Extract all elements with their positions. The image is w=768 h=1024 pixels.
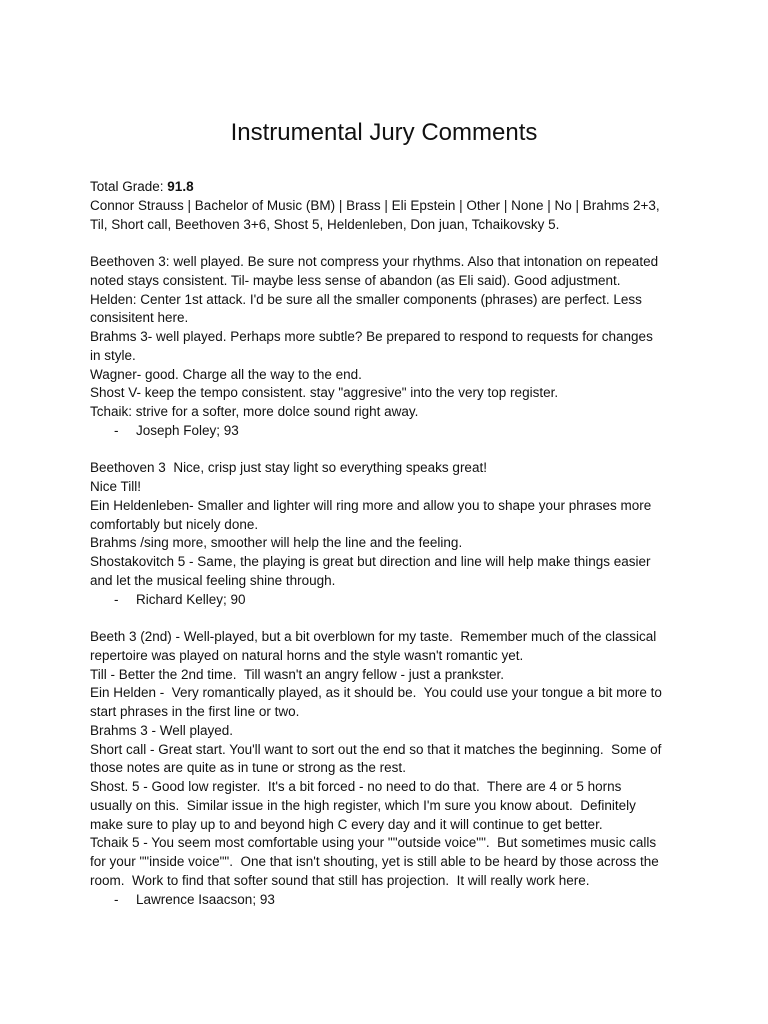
document-body xyxy=(90,178,684,909)
juror-signature xyxy=(90,422,684,441)
comment-line: room. Work to find that softer sound that still has projection. It will really work here. xyxy=(90,872,590,888)
comment-line: comfortably but nicely done. xyxy=(90,516,259,532)
comment-line: Ein Helden - Very romantically played, as it should be. You could use your tongue a bit more to xyxy=(90,685,662,701)
comment-line: consisitent here. xyxy=(90,310,189,326)
comment-line: for your ""inside voice"". One that isn't shouting, yet is still able to be heard by those across the xyxy=(90,854,659,869)
paragraph-gap xyxy=(90,234,684,253)
comment-line: Till - Better the 2nd time. Till wasn't an angry fellow - just a prankster. xyxy=(90,666,504,682)
comment-line: and let the musical feeling shine through. xyxy=(90,572,336,588)
comment-line: in style. xyxy=(90,347,136,363)
comment-line: Shost. 5 - Good low register. It's a bit forced - no need to do that. There are 4 or 5 horns xyxy=(90,779,622,794)
comment-block xyxy=(90,253,684,441)
juror-name-score: Joseph Foley; 93 xyxy=(136,422,239,438)
comment-line: Brahms 3 - Well played. xyxy=(90,722,234,738)
comment-line: Tchaik: strive for a softer, more dolce sound right away. xyxy=(90,404,419,419)
juror-signature xyxy=(90,591,684,610)
comment-line: Tchaik 5 - You seem most comfortable using your ""outside voice"". But sometimes music calls xyxy=(90,835,657,851)
comment-line: Brahms /sing more, smoother will help the line and the feeling. xyxy=(90,535,463,551)
comment-block xyxy=(90,459,684,609)
comment-line: those notes are quite as in tune or strong as the rest. xyxy=(90,760,406,776)
juror-name-score: Richard Kelley; 90 xyxy=(136,591,246,607)
comment-line: noted stays consistent. Til- maybe less sense of abandon (as Eli said). Good adjustment. xyxy=(90,272,621,288)
comment-line: Brahms 3- well played. Perhaps more subtle? Be prepared to respond to requests for changes xyxy=(90,329,653,344)
paragraph-gap xyxy=(90,441,684,460)
comment-line: Wagner- good. Charge all the way to the end. xyxy=(90,366,362,382)
comment-line: Beethoven 3: well played. Be sure not compress your rhythms. Also that intonation on repeated xyxy=(90,254,659,269)
list-dash: - xyxy=(114,891,119,907)
total-grade-label: Total Grade: xyxy=(90,179,168,194)
total-grade-line xyxy=(90,178,684,197)
comment-line: Short call - Great start. You'll want to sort out the end so that it matches the beginning. Some of xyxy=(90,741,662,757)
comment-line: start phrases in the first line or two. xyxy=(90,704,300,719)
comment-line: Shost V- keep the tempo consistent. stay "aggresive" into the very top register. xyxy=(90,385,559,401)
comment-line: Ein Heldenleben- Smaller and lighter will ring more and allow you to shape your phrases more xyxy=(90,497,652,513)
comment-line: Beeth 3 (2nd) - Well-played, but a bit overblown for my taste. Remember much of the classical xyxy=(90,629,657,644)
comment-line: make sure to play up to and beyond high C every day and it will continue to get better. xyxy=(90,816,603,832)
comment-line: Beethoven 3 Nice, crisp just stay light so everything speaks great! xyxy=(90,460,487,476)
total-grade-value: 91.8 xyxy=(167,179,194,194)
comment-line: Helden: Center 1st attack. I'd be sure all the smaller components (phrases) are perfect. Less xyxy=(90,291,642,307)
page-title: Instrumental Jury Comments xyxy=(230,119,538,146)
paragraph-gap xyxy=(90,609,684,628)
comment-block xyxy=(90,628,684,909)
list-dash: - xyxy=(114,422,119,438)
student-info-line: Til, Short call, Beethoven 3+6, Shost 5, Heldenleben, Don juan, Tchaikovsky 5. xyxy=(90,216,560,232)
juror-name-score: Lawrence Isaacson; 93 xyxy=(136,891,275,907)
comment-line: Nice Till! xyxy=(90,479,142,494)
comment-line: usually on this. Similar issue in the high register, which I'm sure you know about. Definitely xyxy=(90,797,636,813)
student-info-line: Connor Strauss | Bachelor of Music (BM) | Brass | Eli Epstein | Other | None | No | Brahms 2+3, xyxy=(90,197,660,213)
juror-signature xyxy=(90,891,684,910)
list-dash: - xyxy=(114,591,119,607)
comment-line: Shostakovitch 5 - Same, the playing is great but direction and line will help make things easier xyxy=(90,554,651,569)
comment-line: repertoire was played on natural horns and the style wasn't romantic yet. xyxy=(90,647,524,663)
